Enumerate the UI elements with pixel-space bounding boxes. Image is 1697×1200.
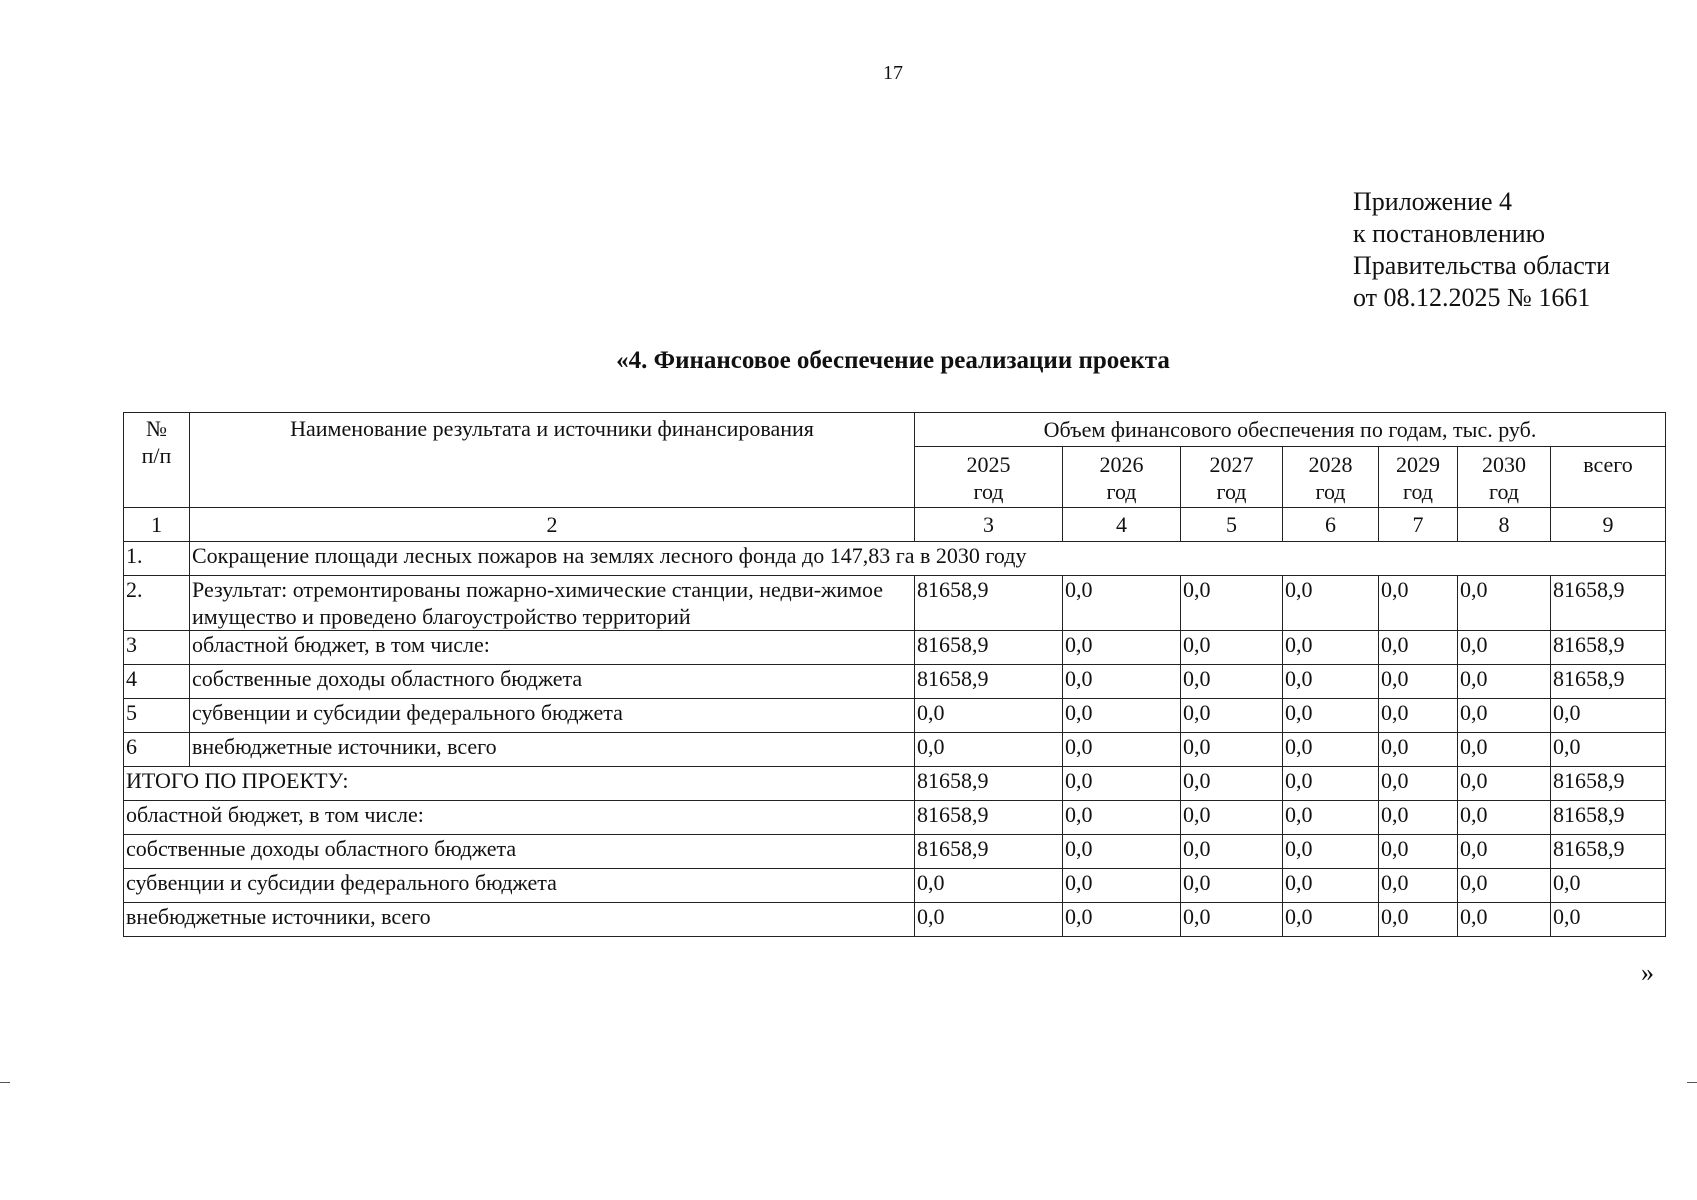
data-rows [124, 576, 1666, 767]
column-number-cell: 3 [915, 508, 1063, 542]
total-row-value: 0,0 [915, 869, 1063, 903]
row-value: 0,0 [1283, 631, 1379, 665]
total-row-name: собственные доходы областного бюджета [124, 835, 915, 869]
row-value: 0,0 [1181, 699, 1283, 733]
total-row-value: 0,0 [1379, 767, 1458, 801]
row-value: 0,0 [1063, 733, 1181, 767]
left-margin-mark [0, 1082, 10, 1083]
total-row-value: 0,0 [915, 903, 1063, 937]
total-row-value: 0,0 [1181, 801, 1283, 835]
row-value: 0,0 [1063, 665, 1181, 699]
row-value: 81658,9 [1551, 631, 1666, 665]
header-year-cell [915, 447, 1063, 508]
row-number: 3 [124, 631, 190, 665]
total-row-name: ИТОГО ПО ПРОЕКТУ: [124, 767, 915, 801]
header-year: 2029 [1396, 452, 1440, 477]
appendix-line: к постановлению [1353, 219, 1546, 248]
row-value: 0,0 [915, 733, 1063, 767]
goal-row [124, 542, 1666, 576]
total-row-value: 81658,9 [915, 801, 1063, 835]
header-year-unit: год [1106, 479, 1137, 504]
row-value: 0,0 [1379, 665, 1458, 699]
row-value: 81658,9 [1551, 665, 1666, 699]
total-row-value: 0,0 [1181, 903, 1283, 937]
row-value: 0,0 [1181, 576, 1283, 631]
column-number-cell: 2 [190, 508, 915, 542]
total-row-value: 81658,9 [915, 835, 1063, 869]
header-row [124, 413, 1666, 447]
total-row-value: 0,0 [1063, 835, 1181, 869]
header-year: 2025 [966, 452, 1011, 477]
column-number-cell: 6 [1283, 508, 1379, 542]
header-total-cell: всего [1551, 447, 1666, 508]
total-row-value: 0,0 [1458, 903, 1551, 937]
row-value: 0,0 [1181, 631, 1283, 665]
total-row-value: 0,0 [1458, 767, 1551, 801]
total-row-value: 0,0 [1379, 801, 1458, 835]
header-year: 2026 [1099, 452, 1144, 477]
row-value: 0,0 [1379, 576, 1458, 631]
total-row-value: 0,0 [1063, 869, 1181, 903]
column-number-cell: 9 [1551, 508, 1666, 542]
total-row-value: 0,0 [1379, 903, 1458, 937]
row-value: 0,0 [1458, 576, 1551, 631]
row-value: 0,0 [1379, 733, 1458, 767]
header-year-unit: год [1402, 479, 1434, 504]
column-number-cell: 5 [1181, 508, 1283, 542]
total-row-name: внебюджетные источники, всего [124, 903, 915, 937]
total-row-value: 0,0 [1283, 801, 1379, 835]
row-value: 0,0 [1379, 631, 1458, 665]
header-year-cell [1283, 447, 1379, 508]
row-name: внебюджетные источники, всего [190, 733, 915, 767]
header-year-unit: год [1216, 479, 1247, 504]
row-value: 81658,9 [915, 631, 1063, 665]
table-row [124, 733, 1666, 767]
row-name: Результат: отремонтированы пожарно-химические станции, недви-жимое имущество и проведено благоустройство территорий [190, 576, 915, 631]
row-value: 0,0 [1283, 699, 1379, 733]
total-row-value: 0,0 [1551, 903, 1666, 937]
total-row [124, 869, 1666, 903]
total-row-value: 0,0 [1181, 767, 1283, 801]
total-row-value: 0,0 [1379, 869, 1458, 903]
appendix-line: от 08.12.2025 № 1661 [1353, 283, 1591, 312]
table-row [124, 631, 1666, 665]
total-row [124, 903, 1666, 937]
row-number: 6 [124, 733, 190, 767]
total-row-value: 0,0 [1063, 801, 1181, 835]
total-row-value: 0,0 [1283, 835, 1379, 869]
row-value: 0,0 [1551, 733, 1666, 767]
header-year-cell [1458, 447, 1551, 508]
row-name: субвенции и субсидии федерального бюджета [190, 699, 915, 733]
row-value: 81658,9 [915, 576, 1063, 631]
total-row-value: 81658,9 [1551, 801, 1666, 835]
header-year: 2030 [1482, 452, 1526, 477]
column-number-cell: 7 [1379, 508, 1458, 542]
total-row-name: областной бюджет, в том числе: [124, 801, 915, 835]
total-row-value: 81658,9 [1551, 767, 1666, 801]
total-row-value: 0,0 [1551, 869, 1666, 903]
goal-text: Сокращение площади лесных пожаров на землях лесного фонда до 147,83 га в 2030 году [190, 542, 1666, 576]
total-row-value: 0,0 [1063, 903, 1181, 937]
header-year-unit: год [1488, 479, 1520, 504]
header-year-unit: год [973, 479, 1004, 504]
row-name: собственные доходы областного бюджета [190, 665, 915, 699]
column-number-cell: 1 [124, 508, 190, 542]
header-year-cell [1181, 447, 1283, 508]
section-title: «4. Финансовое обеспечение реализации проекта [616, 347, 1170, 374]
header-year: 2027 [1209, 452, 1254, 477]
row-value: 0,0 [1458, 733, 1551, 767]
total-row [124, 835, 1666, 869]
row-value: 0,0 [1181, 733, 1283, 767]
total-row-value: 0,0 [1458, 869, 1551, 903]
row-value: 0,0 [1283, 665, 1379, 699]
row-value: 0,0 [1063, 699, 1181, 733]
table-row [124, 665, 1666, 699]
goal-number: 1. [124, 542, 190, 576]
header-number-cell [124, 413, 190, 508]
row-number: 5 [124, 699, 190, 733]
total-row-value: 81658,9 [915, 767, 1063, 801]
total-row-value: 81658,9 [1551, 835, 1666, 869]
row-value: 81658,9 [915, 665, 1063, 699]
header-name-cell: Наименование результата и источники финансирования [190, 413, 915, 508]
row-value: 0,0 [1458, 631, 1551, 665]
total-row-value: 0,0 [1181, 869, 1283, 903]
total-row-value: 0,0 [1379, 835, 1458, 869]
row-value: 0,0 [915, 699, 1063, 733]
total-row-value: 0,0 [1063, 767, 1181, 801]
row-value: 0,0 [1181, 665, 1283, 699]
column-number-cell: 4 [1063, 508, 1181, 542]
total-rows [124, 767, 1666, 937]
total-row-value: 0,0 [1458, 801, 1551, 835]
closing-quote: » [1641, 958, 1654, 987]
table-row [124, 699, 1666, 733]
financing-table [123, 412, 1666, 937]
right-margin-mark [1687, 1082, 1697, 1083]
total-row [124, 767, 1666, 801]
header-year-unit: год [1315, 479, 1346, 504]
row-value: 81658,9 [1551, 576, 1666, 631]
row-value: 0,0 [1458, 699, 1551, 733]
row-value: 0,0 [1379, 699, 1458, 733]
row-number: 2. [124, 576, 190, 631]
total-row-value: 0,0 [1283, 869, 1379, 903]
total-row-value: 0,0 [1458, 835, 1551, 869]
total-row-name: субвенции и субсидии федерального бюджета [124, 869, 915, 903]
total-row-value: 0,0 [1181, 835, 1283, 869]
page-number: 17 [883, 62, 903, 84]
appendix-line: Правительства области [1353, 251, 1611, 280]
row-value: 0,0 [1551, 699, 1666, 733]
row-name: областной бюджет, в том числе: [190, 631, 915, 665]
total-row-value: 0,0 [1283, 767, 1379, 801]
row-value: 0,0 [1283, 733, 1379, 767]
row-value: 0,0 [1063, 631, 1181, 665]
row-value: 0,0 [1283, 576, 1379, 631]
header-year: 2028 [1308, 452, 1353, 477]
column-numbers-row [124, 508, 1666, 542]
header-year-cell [1379, 447, 1458, 508]
appendix-line: Приложение 4 [1353, 187, 1513, 216]
total-row-value: 0,0 [1283, 903, 1379, 937]
row-value: 0,0 [1458, 665, 1551, 699]
row-number: 4 [124, 665, 190, 699]
table-row [124, 576, 1666, 631]
header-number-abbr: п/п [141, 443, 172, 468]
header-number-symbol: № [146, 416, 167, 441]
total-row [124, 801, 1666, 835]
appendix-block [1353, 186, 1610, 314]
header-year-cell [1063, 447, 1181, 508]
column-number-cell: 8 [1458, 508, 1551, 542]
row-value: 0,0 [1063, 576, 1181, 631]
header-volume-cell: Объем финансового обеспечения по годам, тыс. руб. [915, 413, 1666, 447]
